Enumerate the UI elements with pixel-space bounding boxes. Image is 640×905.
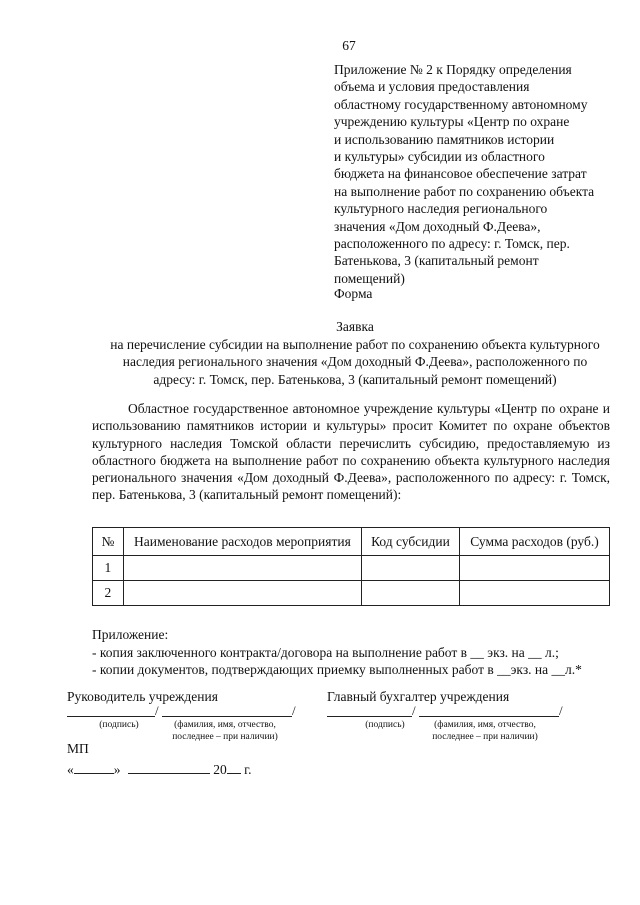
- accountant-signature-title: Главный бухгалтер учреждения: [327, 689, 510, 704]
- table-row: [93, 556, 610, 581]
- slash-divider: /: [292, 703, 296, 718]
- date-year-prefix: 20: [213, 762, 227, 777]
- name-caption-line: последнее – при наличии): [432, 732, 538, 742]
- cell-number: 2: [93, 581, 124, 606]
- cell-amount[interactable]: [459, 581, 609, 606]
- cell-number: 1: [93, 556, 124, 581]
- attachments-section: [92, 626, 612, 679]
- slash-divider: /: [155, 703, 159, 718]
- appendix-line: значения «Дом доходный Ф.Деева»,: [334, 218, 541, 234]
- page-number: 67: [342, 38, 356, 53]
- appendix-line: и использованию памятников истории: [334, 131, 555, 147]
- title-line: адресу: г. Томск, пер. Батенькова, 3 (капитальный ремонт помещений): [153, 371, 557, 387]
- cell-subsidy-code[interactable]: [362, 556, 460, 581]
- appendix-line: и культуры» субсидии из областного: [334, 149, 545, 165]
- appendix-line: на выполнение работ по сохранению объекта: [334, 183, 595, 199]
- header-number: №: [93, 528, 124, 556]
- title-line: наследия регионального значения «Дом доходный Ф.Деева», расположенного по: [122, 354, 588, 369]
- body-paragraph: Областное государственное автономное учреждение культуры «Центр по охране и использованию памятников истории и культуры» просит Комитет по охране объектов культурного наследия Томской области перечислить субсидию, предоставляемую из областного бюджета на выполнение работ по сохранению объекта культурного наследия регионального значения «Дом доходный Ф.Деева», расположенного по адресу: г. Томск, пер. Батенькова, 3 (капитальный ремонт помещений):: [92, 401, 610, 503]
- appendix-line: бюджета на финансовое обеспечение затрат: [334, 166, 587, 182]
- header-amount: Сумма расходов (руб.): [459, 528, 609, 556]
- form-label: Форма: [334, 286, 373, 301]
- head-name-line[interactable]: [162, 716, 292, 717]
- appendix-line: учреждению культуры «Центр по охране: [334, 114, 570, 130]
- appendix-line: Приложение № 2 к Порядку определения: [334, 62, 572, 77]
- accountant-signature-line[interactable]: [327, 716, 412, 717]
- date-year-blank[interactable]: [227, 761, 241, 774]
- name-caption-line: (фамилия, имя, отчество,: [174, 720, 276, 730]
- table-row: [93, 581, 610, 606]
- name-caption: [410, 719, 560, 743]
- document-title: [60, 318, 640, 388]
- table-header-row: [93, 528, 610, 556]
- expenses-table: [92, 527, 610, 606]
- head-signature-title: Руководитель учреждения: [67, 689, 218, 704]
- appendix-line: Батенькова, 3 (капитальный ремонт: [334, 253, 539, 269]
- appendix-note: [334, 61, 610, 287]
- cell-amount[interactable]: [459, 556, 609, 581]
- cell-subsidy-code[interactable]: [362, 581, 460, 606]
- signature-caption: (подпись): [99, 720, 139, 730]
- appendix-line: объема и условия предоставления: [334, 79, 530, 95]
- date-day-blank[interactable]: [74, 761, 114, 774]
- attachment-item: - копии документов, подтверждающих приемку выполненных работ в __экз. на __л.*: [92, 662, 582, 678]
- appendix-line: областному государственному автономному: [334, 96, 588, 112]
- header-subsidy-code: Код субсидии: [362, 528, 460, 556]
- appendix-line: помещений): [334, 270, 405, 286]
- cell-expense-name[interactable]: [123, 581, 361, 606]
- name-caption-line: последнее – при наличии): [172, 732, 278, 742]
- date-year-suffix: г.: [244, 762, 252, 777]
- head-signature-line[interactable]: [67, 716, 155, 717]
- attachment-item: - копия заключенного контракта/договора на выполнение работ в __ экз. на __ л.;: [92, 644, 559, 660]
- name-caption-line: (фамилия, имя, отчество,: [434, 720, 536, 730]
- title-line: на перечисление субсидии на выполнение работ по сохранению объекта культурного: [110, 336, 600, 352]
- date-line: [67, 761, 252, 778]
- date-close-quote: »: [113, 762, 121, 777]
- header-expense-name: Наименование расходов мероприятия: [123, 528, 361, 556]
- appendix-line: расположенного по адресу: г. Томск, пер.: [334, 236, 570, 252]
- appendix-line: культурного наследия регионального: [334, 201, 548, 217]
- accountant-name-line[interactable]: [419, 716, 559, 717]
- slash-divider: /: [412, 703, 416, 718]
- signature-caption: (подпись): [365, 720, 405, 730]
- cell-expense-name[interactable]: [123, 556, 361, 581]
- name-caption: [150, 719, 300, 743]
- slash-divider: /: [559, 703, 563, 718]
- attachments-heading: Приложение:: [92, 627, 169, 642]
- stamp-label: МП: [67, 741, 89, 756]
- title-heading: Заявка: [336, 319, 374, 334]
- date-month-blank[interactable]: [128, 761, 210, 774]
- date-open-quote: «: [67, 762, 74, 777]
